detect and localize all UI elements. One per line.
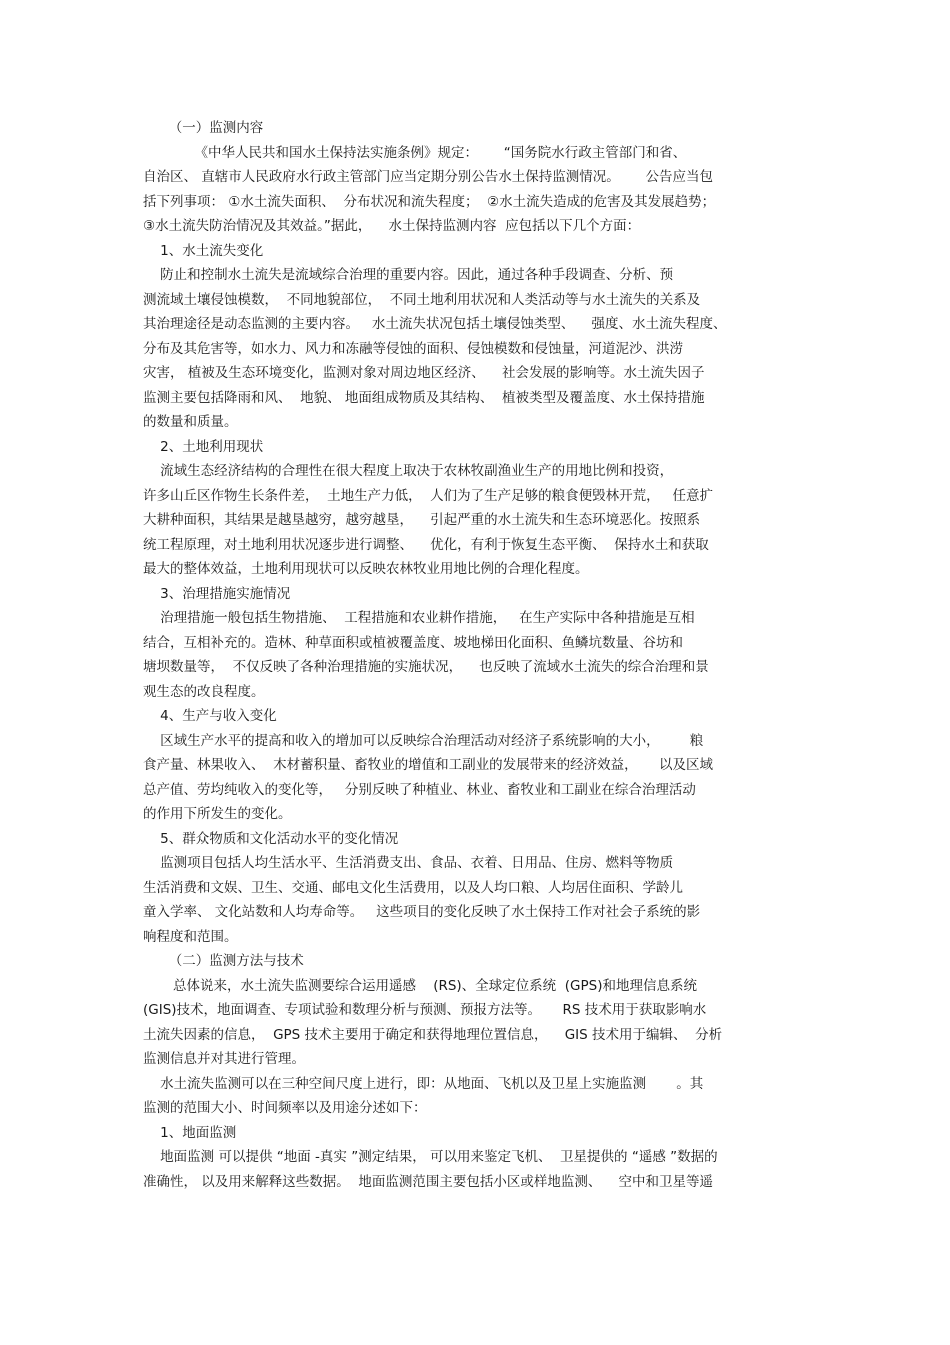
section-heading: （二）监测方法与技术 xyxy=(143,953,304,969)
paragraph-line: 监测信息并对其进行管理。 xyxy=(143,1051,305,1067)
paragraph-line: 土流失因素的信息， GPS 技术主要用于确定和获得地理位置信息， GIS 技术用于编辑、 分析 xyxy=(143,1026,723,1043)
paragraph-line: 总产值、劳均纯收入的变化等， 分别反映了种植业、林业、畜牧业和工副业在综合治理活动 xyxy=(143,781,696,798)
paragraph-line: 治理措施一般包括生物措施、 工程措施和农业耕作措施， 在生产实际中各种措施是互相 xyxy=(143,610,695,626)
paragraph-line: 观生态的改良程度。 xyxy=(143,683,265,700)
subsection-heading: 4、生产与收入变化 xyxy=(143,708,277,724)
paragraph-line: 其治理途径是动态监测的主要内容。 水土流失状况包括土壤侵蚀类型、 强度、水土流失程度、 xyxy=(143,316,727,332)
paragraph-line: 塘坝数量等， 不仅反映了各种治理措施的实施状况， 也反映了流域水土流失的综合治理和景 xyxy=(143,659,709,675)
paragraph-line: 灾害， 植被及生态环境变化，监测对象对周边地区经济、 社会发展的影响等。水土流失因子 xyxy=(143,365,705,381)
paragraph-line: 流域生态经济结构的合理性在很大程度上取决于农林牧副渔业生产的用地比例和投资， xyxy=(143,463,674,479)
paragraph-line: 测流域土壤侵蚀模数， 不同地貌部位， 不同土地利用状况和人类活动等与水土流失的关系及 xyxy=(143,291,701,308)
paragraph-line: 的作用下所发生的变化。 xyxy=(143,806,292,822)
paragraph-line: 统工程原理，对土地利用状况逐步进行调整、 优化，有利于恢复生态平衡、 保持水土和获取 xyxy=(143,536,709,553)
paragraph-line: 许多山丘区作物生长条件差， 土地生产力低， 人们为了生产足够的粮食便毁林开荒， 任意扩 xyxy=(143,487,714,504)
paragraph-line: (GIS)技术，地面调查、专项试验和数理分析与预测、预报方法等。 RS 技术用于获取影响水 xyxy=(143,1002,707,1018)
paragraph-line: 结合，互相补充的。造林、种草面积或植被覆盖度、坡地梯田化面积、鱼鳞坑数量、谷坊和 xyxy=(143,634,683,651)
subsection-heading: 5、群众物质和文化活动水平的变化情况 xyxy=(143,830,399,847)
paragraph-line: 防止和控制水土流失是流域综合治理的重要内容。因此，通过各种手段调查、分析、预 xyxy=(143,267,674,283)
subsection-heading: 2、土地利用现状 xyxy=(143,438,264,455)
paragraph-line: 监测主要包括降雨和风、 地貌、 地面组成物质及其结构、 植被类型及覆盖度、水土保持措施 xyxy=(143,389,705,406)
paragraph-line: 童入学率、 文化站数和人均寿命等。 这些项目的变化反映了水土保持工作对社会子系统的影 xyxy=(143,904,701,920)
paragraph-line: 生活消费和文娱、卫生、交通、邮电文化生活费用，以及人均口粮、人均居住面积、学龄儿 xyxy=(143,879,683,896)
paragraph-line: 总体说来，水土流失监测要综合运用遥感 (RS)、全球定位系统 (GPS)和地理信息系统 xyxy=(143,977,697,994)
paragraph-line: 响程度和范围。 xyxy=(143,928,238,945)
document-body xyxy=(143,116,813,1194)
paragraph-line: 括下列事项： ①水土流失面积、 分布状况和流失程度； ②水土流失造成的危害及其发展趋势； xyxy=(143,193,716,210)
paragraph-line: 准确性， 以及用来解释这些数据。 地面监测范围主要包括小区或样地监测、 空中和卫星等遥 xyxy=(143,1173,714,1190)
paragraph-line: ③水土流失防治情况及其效益。”据此， 水土保持监测内容 应包括以下几个方面： xyxy=(143,218,641,234)
paragraph-line: 《中华人民共和国水土保持法实施条例》规定： “国务院水行政主管部门和省、 xyxy=(143,144,687,161)
paragraph-line: 监测项目包括人均生活水平、生活消费支出、食品、衣着、日用品、住房、燃料等物质 xyxy=(143,855,674,871)
paragraph-line: 水土流失监测可以在三种空间尺度上进行，即：从地面、飞机以及卫星上实施监测 。其 xyxy=(143,1075,704,1092)
paragraph-line: 最大的整体效益，土地利用现状可以反映农林牧业用地比例的合理化程度。 xyxy=(143,561,589,577)
paragraph-line: 大耕种面积，其结果是越垦越穷，越穷越垦， 引起严重的水土流失和生态环境恶化。按照系 xyxy=(143,512,701,528)
paragraph-line: 分布及其危害等，如水力、风力和冻融等侵蚀的面积、侵蚀模数和侵蚀量，河道泥沙、洪涝 xyxy=(143,340,683,357)
paragraph-line: 地面监测 可以提供 “地面 -真实 ”测定结果， 可以用来鉴定飞机、 卫星提供的 “遥感 ”数据的 xyxy=(143,1149,718,1165)
paragraph-line: 食产量、林果收入、 木材蓄积量、畜牧业的增值和工副业的发展带来的经济效益， 以及区域 xyxy=(143,757,714,773)
paragraph-line: 监测的范围大小、时间频率以及用途分述如下： xyxy=(143,1100,427,1116)
paragraph-line: 的数量和质量。 xyxy=(143,414,238,430)
subsection-heading: 3、治理措施实施情况 xyxy=(143,585,291,602)
subsection-heading: 1、水土流失变化 xyxy=(143,242,264,259)
subsection-heading: 1、地面监测 xyxy=(143,1124,237,1141)
paragraph-line: 区域生产水平的提高和收入的增加可以反映综合治理活动对经济子系统影响的大小， 粮 xyxy=(143,732,704,749)
section-heading: （一）监测内容 xyxy=(143,120,264,136)
paragraph-line: 自治区、 直辖市人民政府水行政主管部门应当定期分别公告水土保持监测情况。 公告应当包 xyxy=(143,169,714,185)
